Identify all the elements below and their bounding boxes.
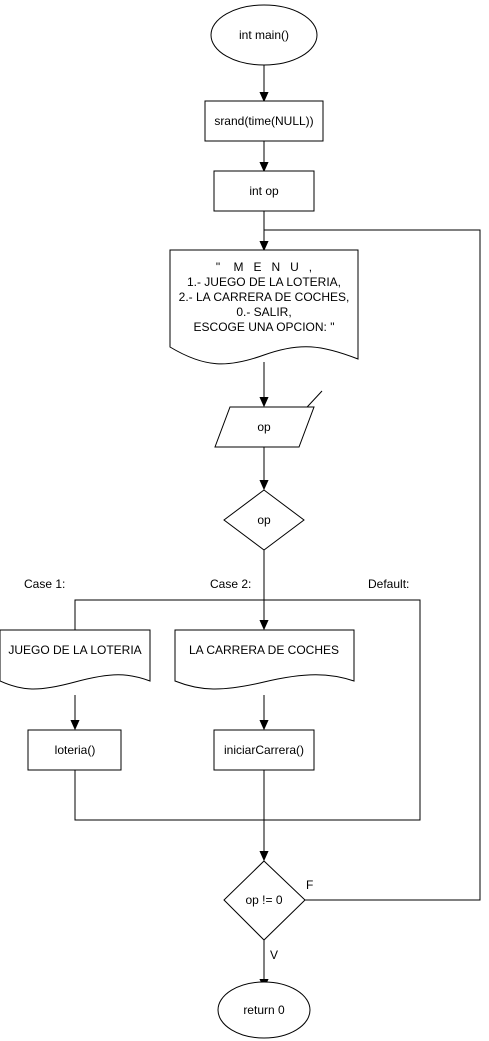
menu-line-4: 0.- SALIR, [236, 305, 292, 319]
decl-node [214, 171, 314, 211]
case1-call-label: loteria() [54, 743, 96, 757]
start-node-label: int main() [238, 28, 290, 42]
menu-line-3: 2.- LA CARRERA DE COCHES, [178, 290, 350, 304]
menu-line-5: ESCOGE UNA OPCION: " [193, 320, 335, 334]
start-node [211, 5, 317, 65]
loop-condition-node [224, 861, 305, 940]
input-node [215, 407, 314, 447]
case2-call-node [214, 730, 314, 770]
edge-loteria-merge [75, 770, 264, 820]
end-node-label: return 0 [243, 1003, 285, 1017]
case2-label: Case 2: [210, 577, 252, 591]
loop-condition-label: op != 0 [245, 893, 283, 907]
menu-line-1: " M E N U , [215, 260, 313, 274]
case2-call-label: iniciarCarrera() [223, 743, 305, 757]
srand-node [205, 101, 323, 141]
srand-node-label: srand(time(NULL)) [214, 114, 314, 128]
case2-doc-node [175, 630, 354, 689]
menu-display-node [170, 250, 358, 364]
decl-node-label: int op [249, 184, 279, 198]
case1-doc-label: JUEGO DE LA LOTERIA [8, 643, 142, 657]
case2-doc-label: LA CARRERA DE COCHES [188, 643, 340, 657]
case1-doc-node [0, 630, 150, 689]
case1-call-node [28, 730, 121, 770]
menu-line-2: 1.- JUEGO DE LA LOTERIA, [186, 275, 342, 289]
true-branch-label: V [270, 948, 279, 962]
input-node-label: op [257, 420, 271, 434]
false-branch-label: F [306, 878, 314, 892]
switch-node [224, 490, 304, 550]
end-node [218, 982, 310, 1038]
default-label: Default: [368, 577, 410, 591]
case1-label: Case 1: [24, 577, 66, 591]
switch-node-label: op [257, 513, 271, 527]
